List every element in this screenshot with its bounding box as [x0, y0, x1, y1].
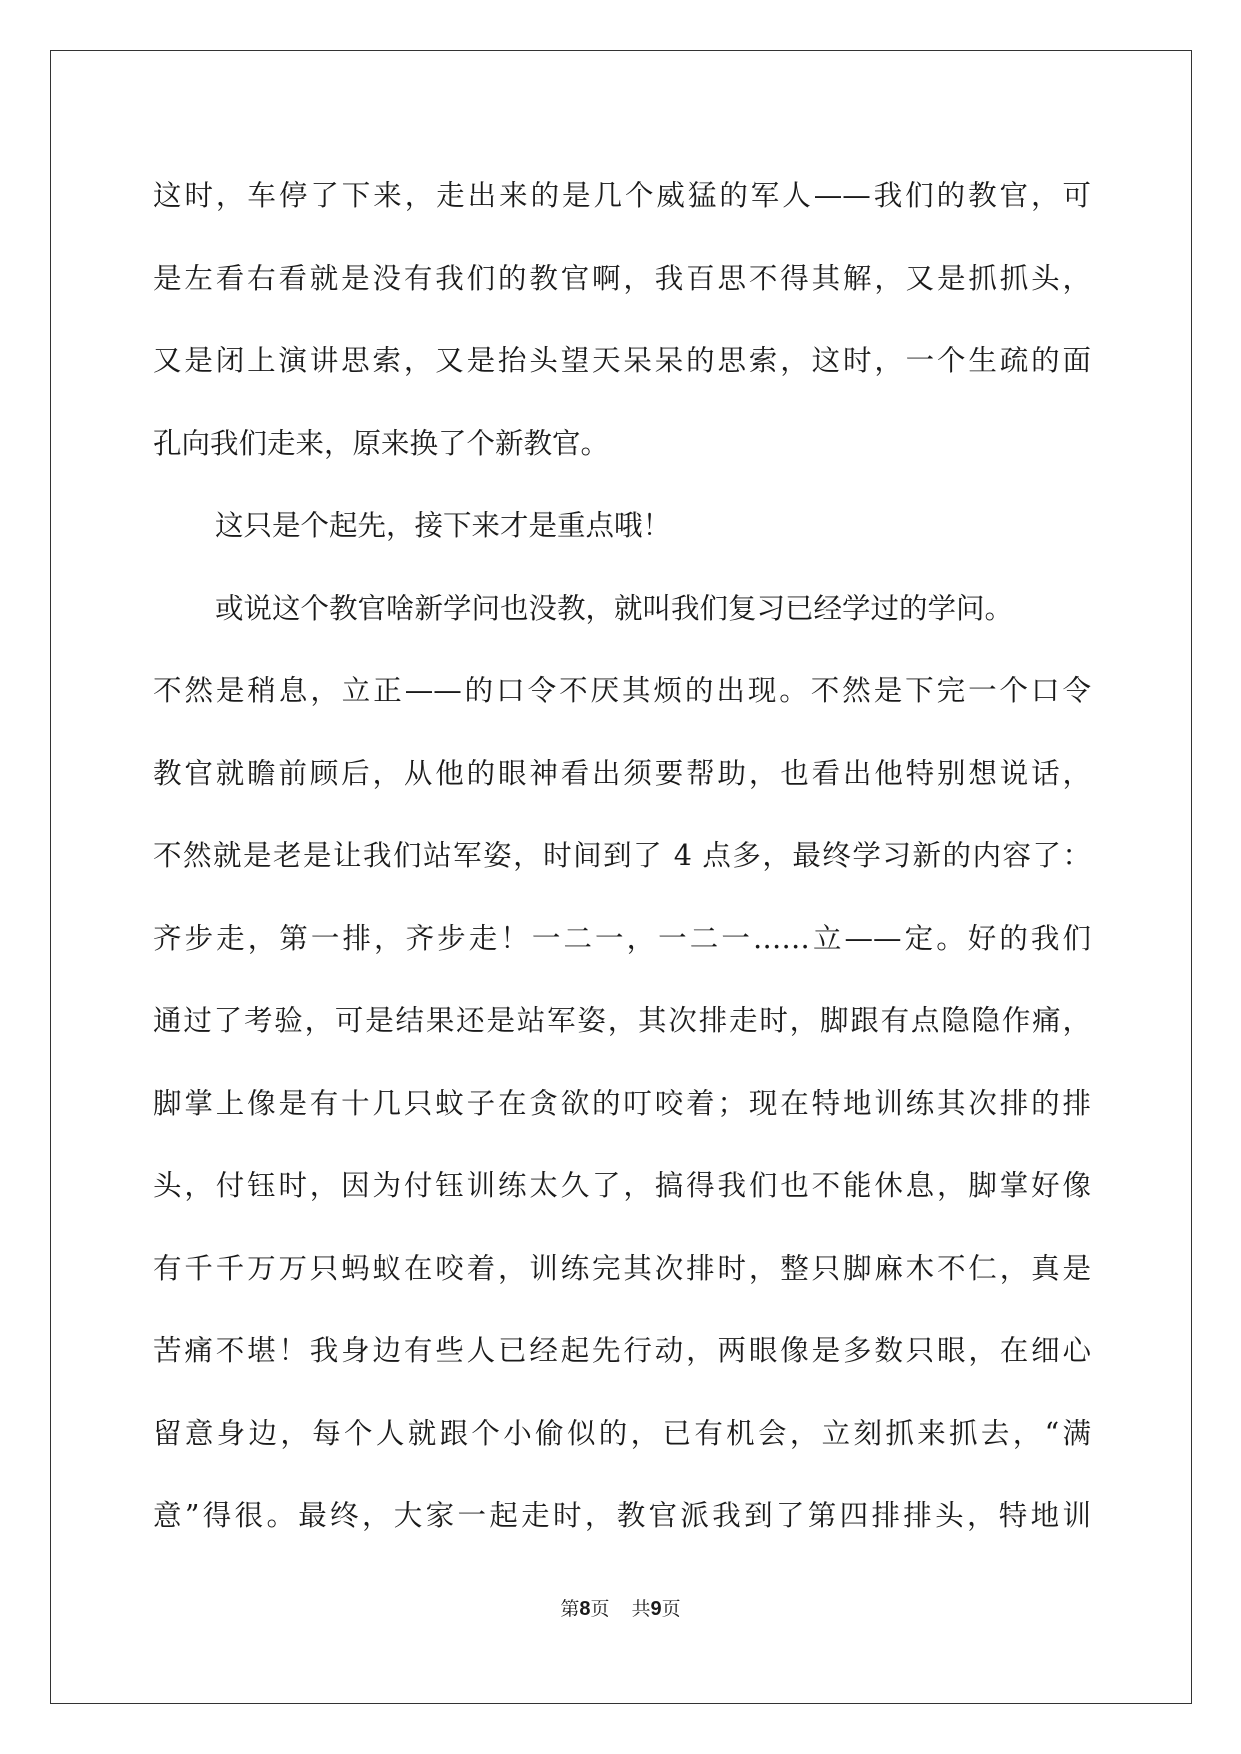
text-line: 不然是稍息，立正——的口令不厌其烦的出现。不然是下完一个口令 [153, 674, 1091, 707]
page-footer [0, 1596, 1241, 1622]
page-suffix: 页 [590, 1598, 610, 1620]
text-line: 是左看右看就是没有我们的教官啊，我百思不得其解，又是抓抓头， [153, 261, 1091, 295]
text-line: 齐步走，第一排，齐步走！一二一，一二一……立——定。好的我们 [153, 921, 1091, 955]
text-line: 脚掌上像是有十几只蚊子在贪欲的叮咬着；现在特地训练其次排的排 [153, 1086, 1091, 1120]
text-line: 苦痛不堪！我身边有些人已经起先行动，两眼像是多数只眼，在细心 [153, 1334, 1091, 1367]
text-line: 又是闭上演讲思索，又是抬头望天呆呆的思索，这时，一个生疏的面 [153, 344, 1091, 377]
total-suffix: 页 [661, 1598, 681, 1620]
text-line: 意”得很。最终，大家一起走时，教官派我到了第四排排头，特地训 [153, 1499, 1091, 1532]
text-line: 教官就瞻前顾后，从他的眼神看出须要帮助，也看出他特别想说话， [153, 756, 1091, 790]
page-prefix: 第 [560, 1598, 580, 1620]
text-line: 头，付钰时，因为付钰训练太久了，搞得我们也不能休息，脚掌好像 [153, 1169, 1091, 1202]
total-pages-number: 9 [650, 1598, 662, 1620]
text-line: 留意身边，每个人就跟个小偷似的，已有机会，立刻抓来抓去，“满 [153, 1416, 1091, 1450]
document-body [153, 155, 1091, 1558]
text-line: 不然就是老是让我们站军姿，时间到了 4 点多，最终学习新的内容了： [153, 839, 1091, 872]
text-line: 孔向我们走来，原来换了个新教官。 [153, 426, 610, 460]
current-page-number: 8 [579, 1598, 591, 1620]
text-line: 这时，车停了下来，走出来的是几个威猛的军人——我们的教官，可 [153, 179, 1091, 212]
paragraph-first-line: 或说这个教官啥新学问也没教，就叫我们复习已经学过的学问。 [215, 591, 1014, 625]
text-line: 通过了考验，可是结果还是站军姿，其次排走时，脚跟有点隐隐作痛， [153, 1004, 1091, 1037]
total-prefix: 共 [631, 1598, 651, 1620]
paragraph-first-line: 这只是个起先，接下来才是重点哦！ [215, 509, 672, 542]
text-line: 有千千万万只蚂蚁在咬着，训练完其次排时，整只脚麻木不仁，真是 [153, 1251, 1091, 1285]
